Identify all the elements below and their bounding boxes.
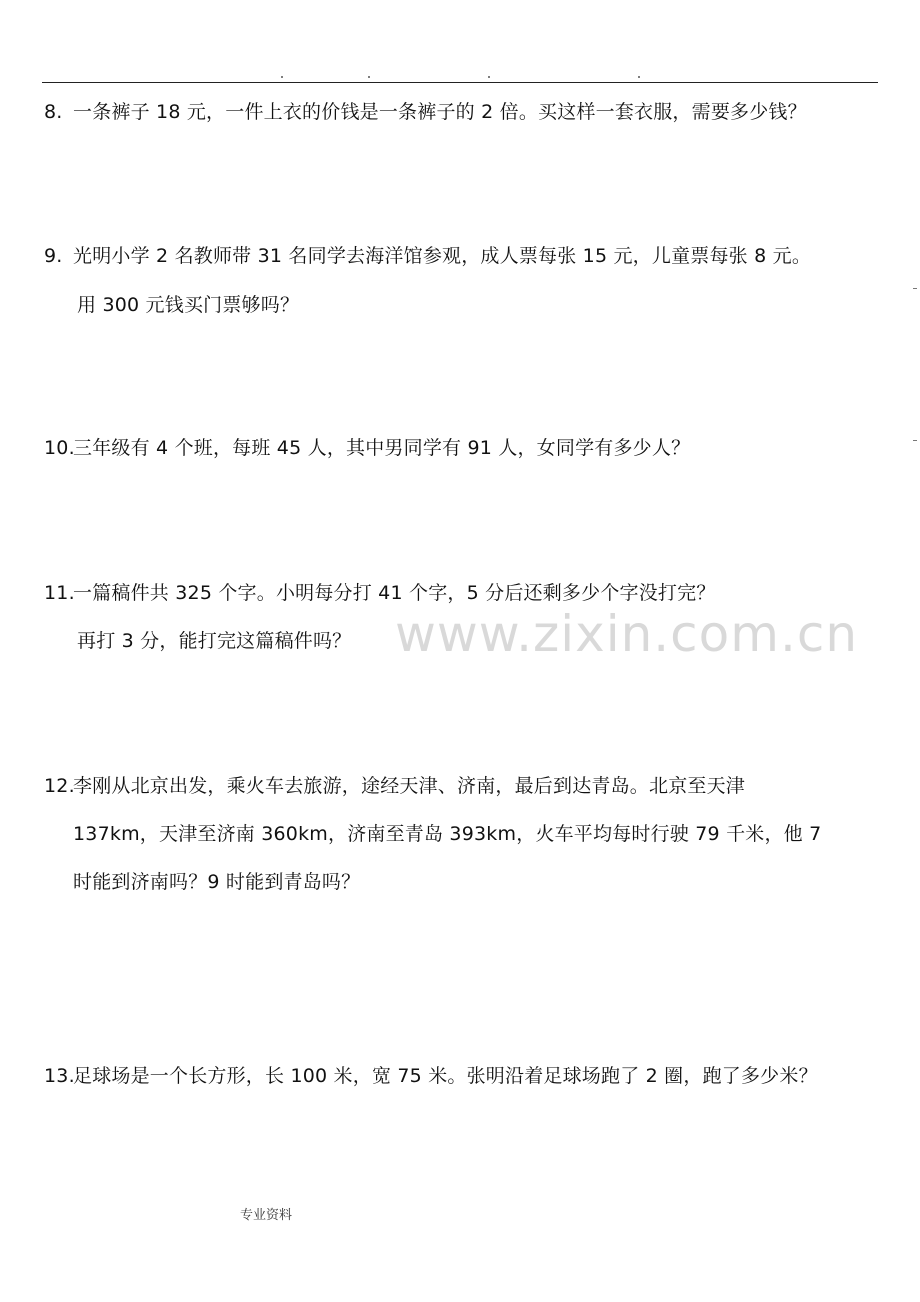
- problem-line: [44, 581, 716, 605]
- problem-line: 再打 3 分，能打完这篇稿件吗？: [77, 630, 352, 652]
- footer-label: 专业资料: [240, 1208, 293, 1223]
- problem-number: 12.: [44, 775, 75, 797]
- problem-line: [44, 774, 745, 798]
- header-rule: [42, 82, 878, 83]
- header-dot: [638, 76, 640, 78]
- problem-text: 光明小学 2 名教师带 31 名同学去海洋馆参观，成人票每张 15 元，儿童票每张 8 元。: [73, 245, 812, 267]
- problem-text: 三年级有 4 个班，每班 45 人，其中男同学有 91 人，女同学有多少人？: [73, 437, 691, 459]
- problem-line: [44, 1064, 818, 1088]
- problem-line: [44, 436, 690, 460]
- problem-line: 时能到济南吗？9 时能到青岛吗？: [73, 871, 361, 893]
- header-dot: [368, 76, 370, 78]
- problem-text: 足球场是一个长方形，长 100 米，宽 75 米。张明沿着足球场跑了 2 圈，跑了多少米？: [73, 1065, 818, 1087]
- problem-text: 一条裤子 18 元，一件上衣的价钱是一条裤子的 2 倍。买这样一套衣服，需要多少钱？: [73, 101, 807, 123]
- watermark: www.zixin.com.cn: [395, 605, 859, 663]
- problem-line: 用 300 元钱买门票够吗？: [77, 294, 300, 316]
- problem-line: [44, 100, 807, 124]
- problem-line: 137km，天津至济南 360km，济南至青岛 393km，火车平均每时行驶 79 千米，他 7: [73, 823, 822, 845]
- margin-tick: [913, 288, 917, 289]
- problem-text: 一篇稿件共 325 个字。小明每分打 41 个字，5 分后还剩多少个字没打完？: [73, 582, 716, 604]
- problem-number: 11.: [44, 582, 75, 604]
- problem-text: 李刚从北京出发，乘火车去旅游，途经天津、济南，最后到达青岛。北京至天津: [73, 775, 746, 797]
- margin-tick: [913, 440, 917, 441]
- header-dot: [281, 76, 283, 78]
- header-dot: [488, 76, 490, 78]
- problem-line: [44, 244, 811, 268]
- problem-number: 10.: [44, 437, 75, 459]
- problem-number: 9.: [44, 245, 63, 267]
- problem-number: 8.: [44, 101, 63, 123]
- problem-number: 13.: [44, 1065, 75, 1087]
